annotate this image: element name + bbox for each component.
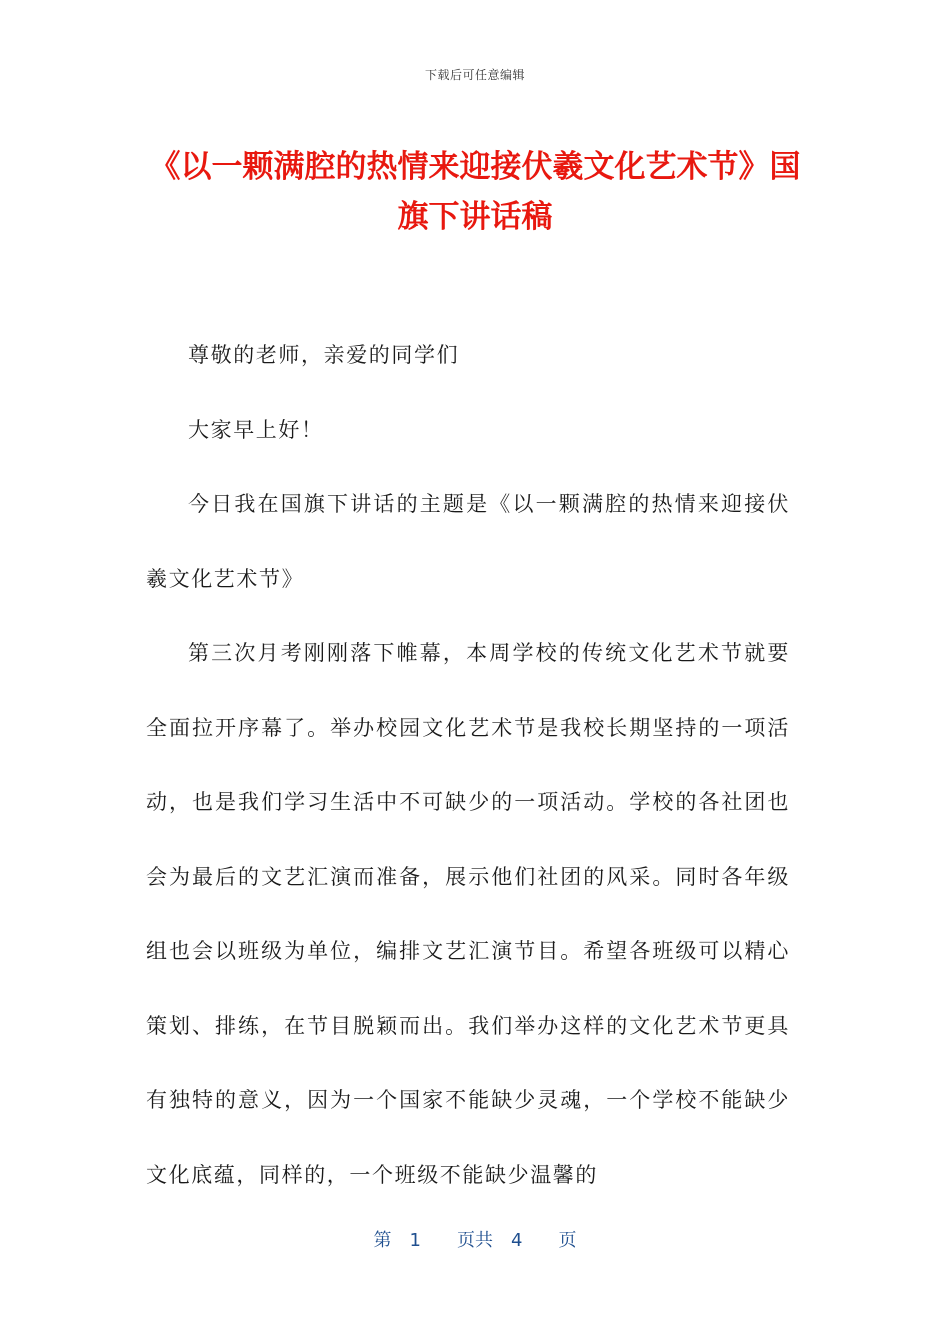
header-note: 下载后可任意编辑 <box>424 68 525 82</box>
paragraph-topic: 今日我在国旗下讲话的主题是《以一颗满腔的热情来迎接伏羲文化艺术节》 <box>146 492 790 591</box>
footer-prefix: 第 <box>373 1230 392 1251</box>
footer-total-pages: 4 <box>511 1230 523 1251</box>
document-body <box>146 318 790 1212</box>
footer-mid: 页共 <box>457 1230 493 1251</box>
paragraph-main: 第三次月考刚刚落下帷幕，本周学校的传统文化艺术节就要全面拉开序幕了。举办校园文化艺术节是我校长期坚持的一项活动，也是我们学习生活中不可缺少的一项活动。学校的各社团也会为最后的文艺汇演而准备，展示他们社团的风采。同时各年级组也会以班级为单位，编排文艺汇演节目。希望各班级可以精心策划、排练，在节目脱颖而出。我们举办这样的文化艺术节更具有独特的意义，因为一个国家不能缺少灵魂，一个学校不能缺少文化底蕴，同样的，一个班级不能缺少温馨的 <box>146 641 790 1187</box>
paragraph-salutation: 大家早上好！ <box>188 417 324 442</box>
page-footer <box>0 1226 950 1252</box>
document-title: 《以一颗满腔的热情来迎接伏羲文化艺术节》国旗下讲话稿 <box>149 149 801 235</box>
footer-current-page: 1 <box>409 1230 421 1251</box>
paragraph-greeting: 尊敬的老师，亲爱的同学们 <box>188 343 460 367</box>
footer-suffix: 页 <box>558 1230 577 1251</box>
